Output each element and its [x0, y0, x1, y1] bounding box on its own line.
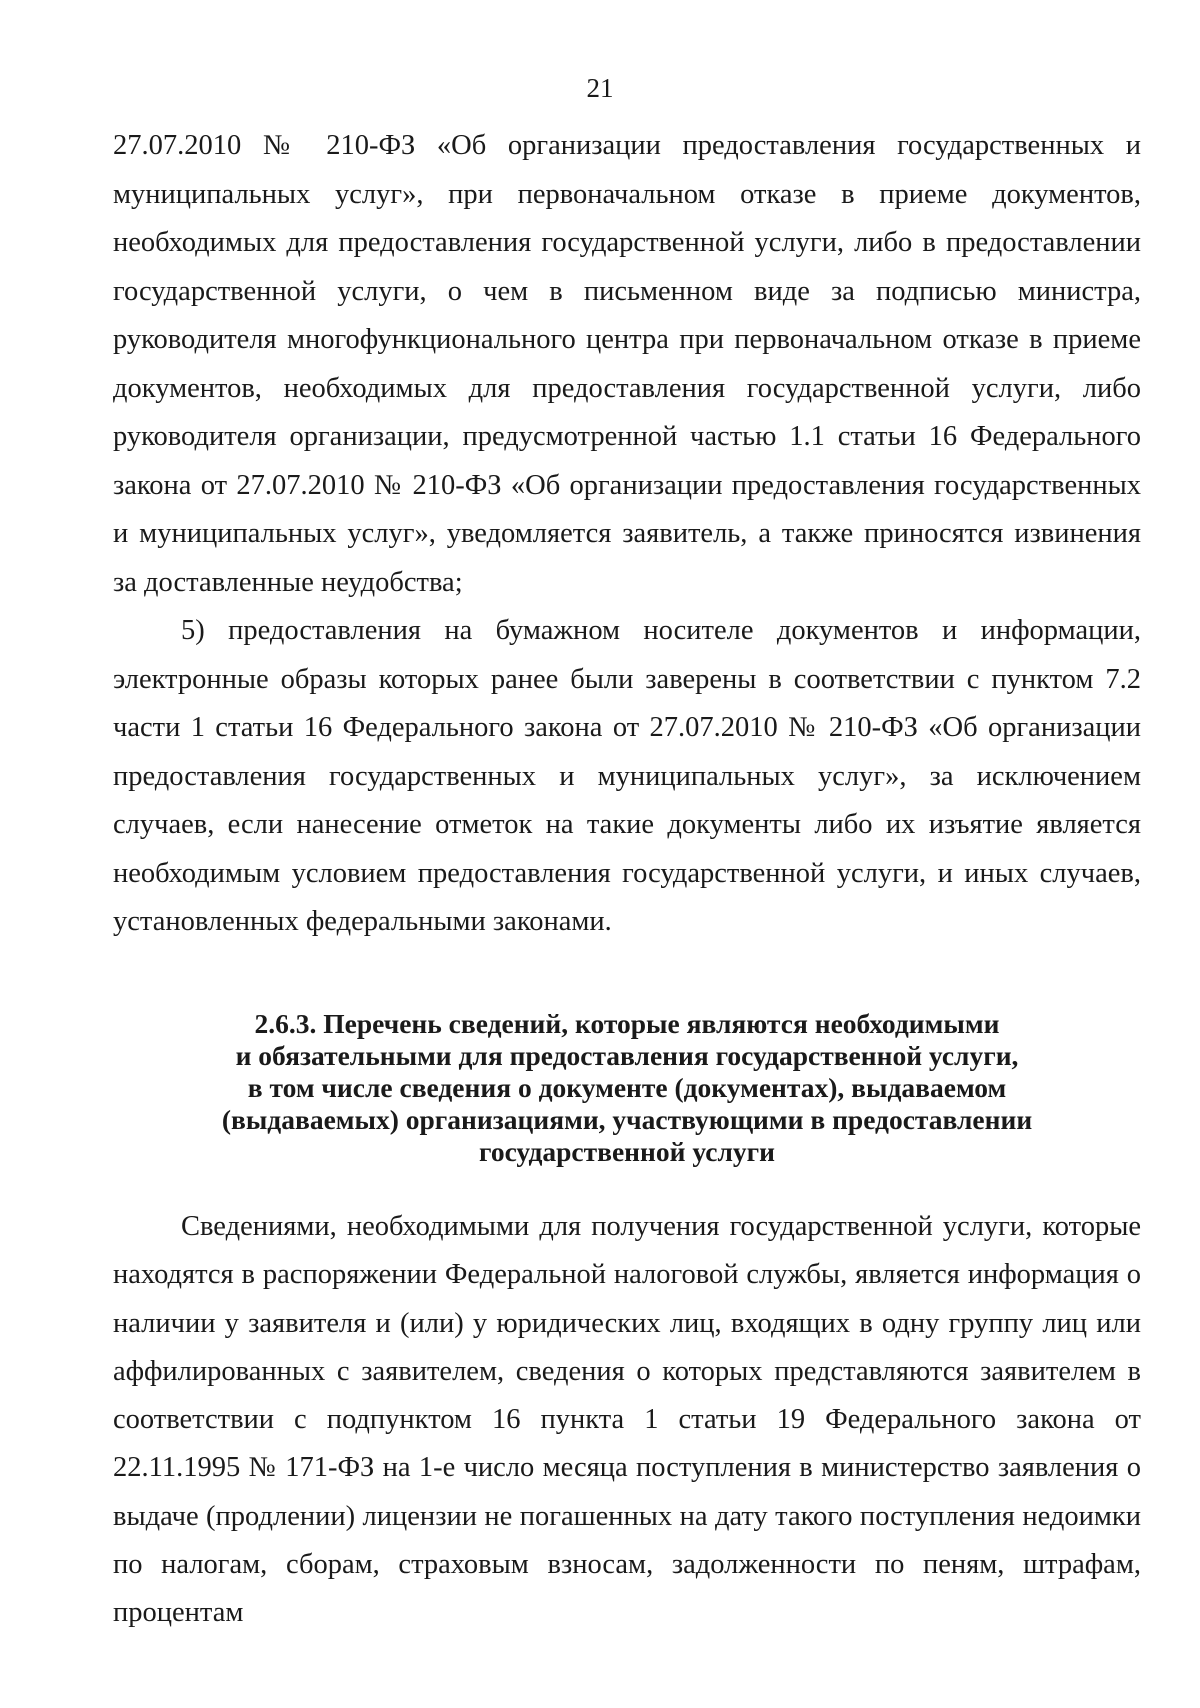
- heading-line: государственной услуги: [479, 1136, 775, 1167]
- section-body: [113, 1203, 1141, 1638]
- heading-line: 2.6.3. Перечень сведений, которые являются необходимыми: [254, 1008, 1000, 1039]
- heading-line: (выдаваемых) организациями, участвующими в предоставлении: [221, 1104, 1033, 1135]
- heading-line: в том числе сведения о документе (документах), выдаваемом: [247, 1072, 1007, 1103]
- document-body: [113, 122, 1141, 947]
- heading-line: и обязательными для предоставления государственной услуги,: [235, 1040, 1019, 1071]
- section-heading: [113, 1008, 1141, 1168]
- paragraph-item-5: 5) предоставления на бумажном носителе документов и информации, электронные образы которых ранее были заверены в соответствии с пунктом 7.2 части 1 статьи 16 Федерального закона от 27.07.2010 № 210-ФЗ «Об организации предоставления государственных и муниципальных услуг», за исключением случаев, если нанесение отметок на такие документы либо их изъятие является необходимым условием предоставления государственной услуги, и иных случаев, установленных федеральными законами.: [113, 615, 1141, 937]
- paragraph-continuation: 27.07.2010 № 210-ФЗ «Об организации предоставления государственных и муниципальных услуг», при первоначальном отказе в приеме документов, необходимых для предоставления государственной услуги, либо в предоставлении государственной услуги, о чем в письменном виде за подписью министра, руководителя многофункционального центра при первоначальном отказе в приеме документов, необходимых для предоставления государственной услуги, либо руководителя организации, предусмотренной частью 1.1 статьи 16 Федерального закона от 27.07.2010 № 210-ФЗ «Об организации предоставления государственных и муниципальных услуг», уведомляется заявитель, а также приносятся извинения за доставленные неудобства;: [113, 130, 1141, 598]
- section-paragraph: Сведениями, необходимыми для получения государственной услуги, которые находятся в распоряжении Федеральной налоговой службы, является информация о наличии у заявителя и (или) у юридических лиц, входящих в одну группу лиц или аффилированных с заявителем, сведения о которых представляются заявителем в соответствии с подпунктом 16 пункта 1 статьи 19 Федерального закона от 22.11.1995 № 171-ФЗ на 1-е число месяца поступления в министерство заявления о выдаче (продлении) лицензии не погашенных на дату такого поступления недоимки по налогам, сборам, страховым взносам, задолженности по пеням, штрафам, процентам: [113, 1211, 1141, 1629]
- page-number: 21: [586, 73, 614, 103]
